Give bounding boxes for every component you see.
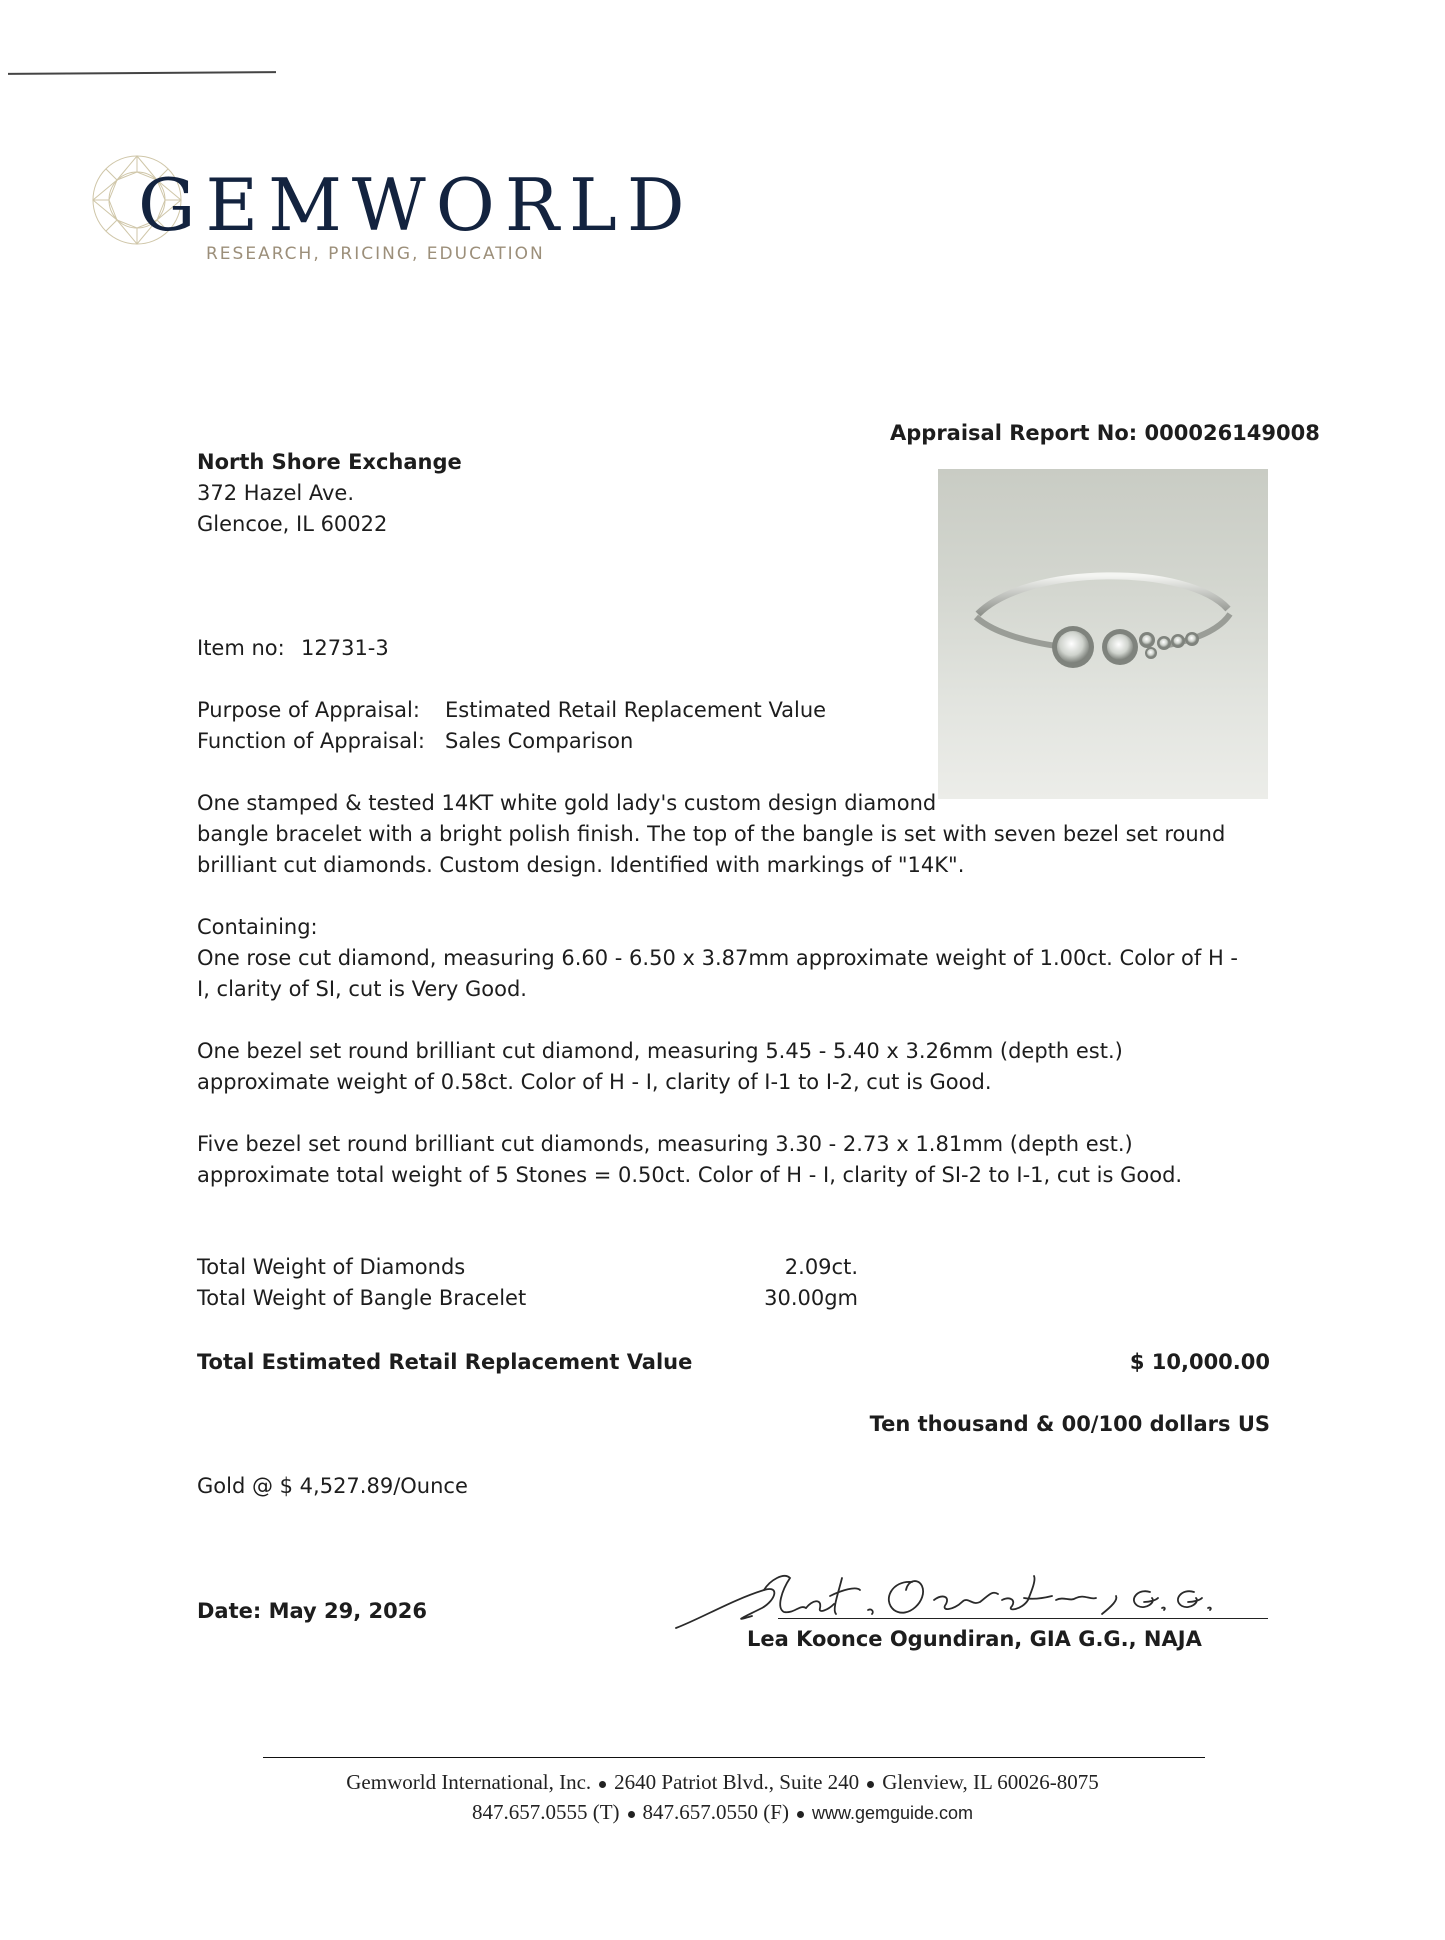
logo-wordmark: GEMWORLD [138, 163, 695, 247]
footer-city: Glenview, IL 60026-8075 [882, 1770, 1099, 1794]
recipient-street: 372 Hazel Ave. [197, 481, 355, 505]
total-value-label: Total Estimated Retail Replacement Value [197, 1350, 693, 1374]
bullet-icon [797, 1811, 804, 1818]
recipient-name: North Shore Exchange [197, 450, 462, 474]
recipient-city: Glencoe, IL 60022 [197, 512, 388, 536]
stone-line: approximate total weight of 5 Stones = 0.50ct. Color of H - I, clarity of SI-2 to I-1, cut is Good. [197, 1163, 1183, 1187]
total-bracelet-value: 30.00gm [764, 1286, 858, 1310]
gold-price: Gold @ $ 4,527.89/Ounce [197, 1474, 468, 1498]
report-number: Appraisal Report No: 000026149008 [890, 421, 1320, 445]
top-rule [8, 71, 276, 75]
footer-line-1 [0, 1770, 1445, 1795]
footer-fax: 847.657.0550 (F) [642, 1800, 789, 1824]
footer-line-2 [0, 1800, 1445, 1825]
bullet-icon [867, 1781, 874, 1788]
stone-line: One bezel set round brilliant cut diamond, measuring 5.45 - 5.40 x 3.26mm (depth est.) [197, 1039, 1123, 1063]
stone-line: approximate weight of 0.58ct. Color of H - I, clarity of I-1 to I-2, cut is Good. [197, 1070, 992, 1094]
bracelet-photo [938, 469, 1268, 799]
signature-line [778, 1618, 1268, 1619]
total-diamonds-value: 2.09ct. [784, 1255, 858, 1279]
footer-phone: 847.657.0555 (T) [471, 1800, 620, 1824]
containing-label: Containing: [197, 915, 318, 939]
total-value-amount: $ 10,000.00 [1129, 1350, 1270, 1374]
footer-website[interactable]: www.gemguide.com [811, 1803, 974, 1823]
item-label: Item no: [197, 636, 285, 660]
footer-rule [263, 1757, 1205, 1758]
footer-company: Gemworld International, Inc. [346, 1770, 592, 1794]
footer-address: 2640 Patriot Blvd., Suite 240 [614, 1770, 860, 1794]
purpose-value: Estimated Retail Replacement Value [445, 698, 827, 722]
gemworld-logo [82, 145, 695, 275]
total-diamonds-label: Total Weight of Diamonds [197, 1255, 466, 1279]
function-value: Sales Comparison [445, 729, 634, 753]
item-value: 12731-3 [301, 636, 389, 660]
description-line: One stamped & tested 14KT white gold lady's custom design diamond [197, 791, 937, 815]
description-line: brilliant cut diamonds. Custom design. Identified with markings of "14K". [197, 853, 965, 877]
stone-line: I, clarity of SI, cut is Very Good. [197, 977, 527, 1001]
purpose-label: Purpose of Appraisal: [197, 698, 420, 722]
bangle-image [938, 469, 1268, 799]
stone-line: One rose cut diamond, measuring 6.60 - 6.50 x 3.87mm approximate weight of 1.00ct. Color of H - [197, 946, 1238, 970]
total-bracelet-label: Total Weight of Bangle Bracelet [197, 1286, 527, 1310]
signer-name: Lea Koonce Ogundiran, GIA G.G., NAJA [747, 1627, 1202, 1651]
appraisal-date: Date: May 29, 2026 [197, 1599, 427, 1623]
bullet-icon [599, 1781, 606, 1788]
description-line: bangle bracelet with a bright polish finish. The top of the bangle is set with seven bezel set round [197, 822, 1226, 846]
logo-tagline: RESEARCH, PRICING, EDUCATION [206, 244, 545, 264]
stone-line: Five bezel set round brilliant cut diamonds, measuring 3.30 - 2.73 x 1.81mm (depth est.) [197, 1132, 1133, 1156]
function-label: Function of Appraisal: [197, 729, 425, 753]
bullet-icon [628, 1811, 635, 1818]
total-value-words: Ten thousand & 00/100 dollars US [869, 1412, 1270, 1436]
